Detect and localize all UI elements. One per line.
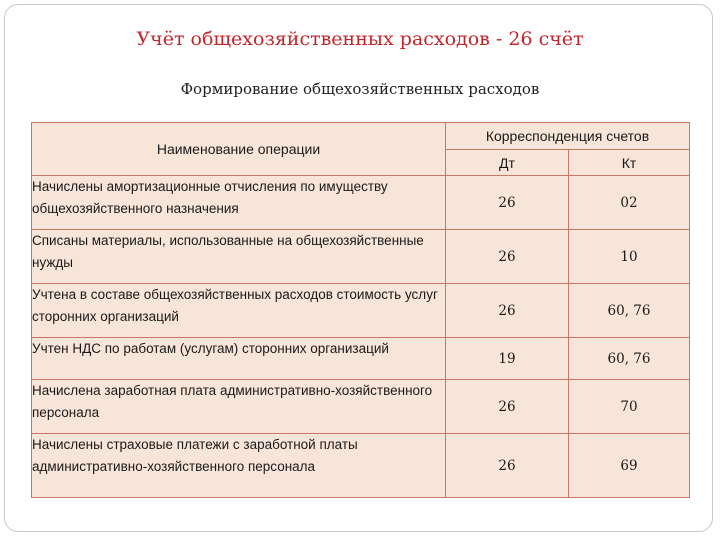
table-row [32, 284, 690, 338]
row-debit: 19 [446, 338, 569, 380]
operations-table [31, 122, 690, 498]
row-credit: 60, 76 [569, 338, 690, 380]
header-credit: Кт [569, 150, 690, 176]
row-credit: 69 [569, 434, 690, 498]
row-operation: Начислены амортизационные отчисления по имуществу общехозяйственного назначения [32, 176, 446, 230]
table-row [32, 434, 690, 498]
table-header-row [32, 123, 690, 150]
row-credit: 10 [569, 230, 690, 284]
slide-title: Учёт общехозяйственных расходов - 26 счёт [136, 28, 584, 50]
row-credit: 60, 76 [569, 284, 690, 338]
row-debit: 26 [446, 284, 569, 338]
header-debit: Дт [446, 150, 569, 176]
table-row [32, 230, 690, 284]
row-debit: 26 [446, 176, 569, 230]
slide-subtitle: Формирование общехозяйственных расходов [180, 80, 540, 98]
row-operation: Начислены страховые платежи с заработной платы административно-хозяйственного персонала [32, 434, 446, 498]
header-operation: Наименование операции [32, 123, 446, 176]
row-debit: 26 [446, 230, 569, 284]
row-debit: 26 [446, 380, 569, 434]
row-operation: Списаны материалы, использованные на общехозяйственные нужды [32, 230, 446, 284]
table-row [32, 338, 690, 380]
row-operation: Учтена в составе общехозяйственных расходов стоимость услуг сторонних организаций [32, 284, 446, 338]
header-correspondence: Корреспонденция счетов [446, 123, 690, 150]
table-row [32, 176, 690, 230]
row-debit: 26 [446, 434, 569, 498]
table-row [32, 380, 690, 434]
row-operation: Начислена заработная плата административно-хозяйственного персонала [32, 380, 446, 434]
row-credit: 70 [569, 380, 690, 434]
row-operation: Учтен НДС по работам (услугам) сторонних организаций [32, 338, 446, 380]
row-credit: 02 [569, 176, 690, 230]
